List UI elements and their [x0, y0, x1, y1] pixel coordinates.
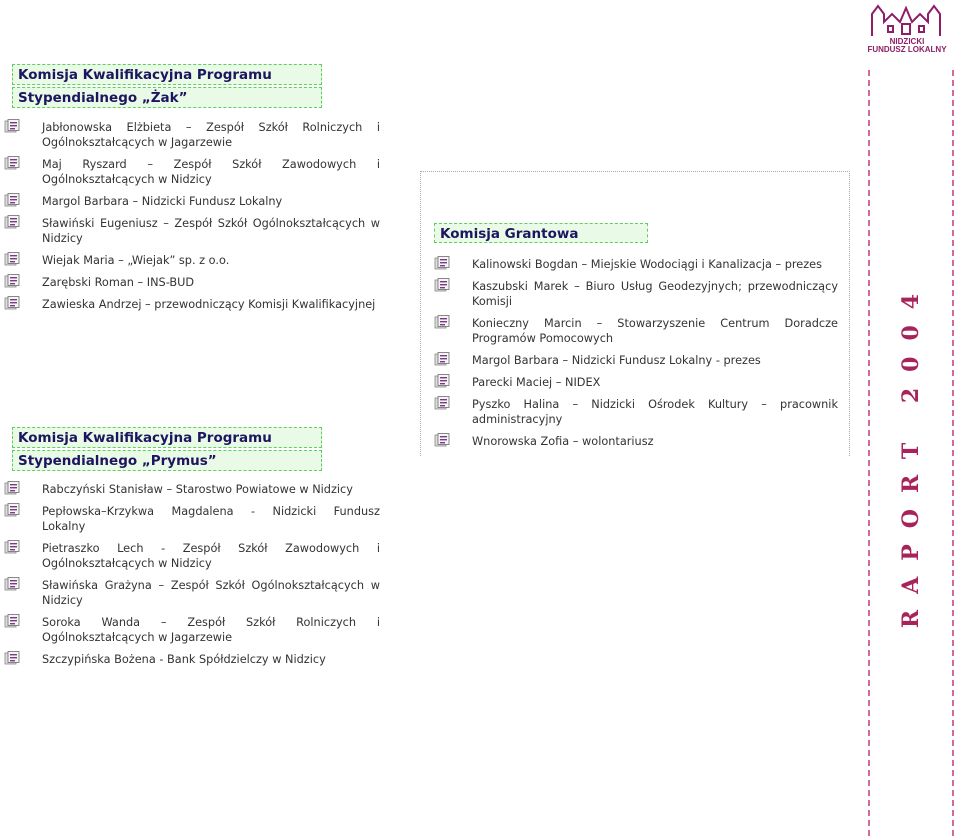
- member-line-2: Komisji: [472, 295, 513, 308]
- list-item: [4, 482, 380, 497]
- list-item: [4, 275, 380, 290]
- grantowa-top-divider: [420, 171, 850, 172]
- grantowa-title: [434, 223, 648, 243]
- document-bullet-icon: [4, 193, 20, 207]
- member-line-2: administracyjny: [472, 413, 563, 426]
- list-item: [4, 578, 380, 608]
- document-bullet-icon: [4, 296, 20, 310]
- list-item: [434, 434, 838, 449]
- document-bullet-icon: [434, 278, 450, 292]
- document-bullet-icon: [4, 274, 20, 288]
- zak-title-line2: [12, 87, 322, 108]
- document-bullet-icon: [4, 577, 20, 591]
- member-line-1: Kalinowski Bogdan – Miejskie Wodociągi i Kanalizacja – prezes: [472, 258, 823, 271]
- grantowa-right-divider: [849, 171, 850, 456]
- member-line-1: Rabczyński Stanisław – Starostwo Powiatowe w Nidzicy: [42, 483, 353, 496]
- list-item: [4, 652, 380, 667]
- document-bullet-icon: [434, 315, 450, 329]
- list-item: [4, 297, 380, 312]
- member-line-2: Programów Pomocowych: [472, 332, 614, 345]
- list-item: [4, 253, 380, 268]
- member-line-2: Ogólnokształcących w Nidzicy: [42, 173, 212, 186]
- document-bullet-icon: [4, 119, 20, 133]
- prymus-title-text-1: Komisja Kwalifikacyjna Programu: [18, 430, 272, 446]
- document-bullet-icon: [4, 215, 20, 229]
- member-line-1: Sławińska Grażyna – Zespół Szkół Ogólnokształcących w: [42, 579, 380, 592]
- document-bullet-icon: [4, 156, 20, 170]
- list-item: [4, 504, 380, 534]
- member-line-1: Pepłowska–Krzykwa Magdalena - Nidzicki Fundusz: [42, 505, 380, 518]
- grantowa-title-text: Komisja Grantowa: [440, 226, 579, 242]
- report-sidebar: [868, 70, 954, 836]
- document-bullet-icon: [4, 252, 20, 266]
- member-line-1: Konieczny Marcin – Stowarzyszenie Centrum Doradcze: [472, 317, 838, 330]
- logo-text: [866, 38, 948, 54]
- prymus-title-line2: [12, 450, 322, 471]
- document-bullet-icon: [4, 481, 20, 495]
- list-item: [434, 279, 838, 309]
- document-bullet-icon: [4, 540, 20, 554]
- member-line-1: Wiejak Maria – „Wiejak” sp. z o.o.: [42, 254, 230, 267]
- logo-line2: FUNDUSZ LOKALNY: [867, 45, 947, 54]
- member-line-2: Nidzicy: [42, 232, 83, 245]
- list-item: [4, 157, 380, 187]
- member-line-1: Soroka Wanda – Zespół Szkół Rolniczych i: [42, 616, 380, 629]
- member-line-2: Ogólnokształcących w Jagarzewie: [42, 136, 233, 149]
- member-line-1: Pietraszko Lech - Zespół Szkół Zawodowych i: [42, 542, 380, 555]
- document-bullet-icon: [4, 651, 20, 665]
- list-item: [434, 397, 838, 427]
- member-line-1: Wnorowska Zofia – wolontariusz: [472, 435, 654, 448]
- member-line-2: Nidzicy: [42, 594, 83, 607]
- member-line-2: Ogólnokształcących w Nidzicy: [42, 557, 212, 570]
- member-line-1: Jabłonowska Elżbieta – Zespół Szkół Rolniczych i: [42, 121, 380, 134]
- list-item: [4, 541, 380, 571]
- member-line-1: Zawieska Andrzej – przewodniczący Komisji Kwalifikacyjnej: [42, 298, 376, 311]
- member-line-2: Lokalny: [42, 520, 86, 533]
- prymus-member-list: [4, 482, 380, 674]
- member-line-1: Maj Ryszard – Zespół Szkół Zawodowych i: [42, 158, 380, 171]
- member-line-1: Zarębski Roman – INS-BUD: [42, 276, 195, 289]
- zak-title-text-1: Komisja Kwalifikacyjna Programu: [18, 67, 272, 83]
- document-bullet-icon: [4, 614, 20, 628]
- zak-title-line1: [12, 64, 322, 85]
- list-item: [434, 375, 838, 390]
- zak-member-list: [4, 120, 380, 319]
- member-line-1: Parecki Maciej – NIDEX: [472, 376, 601, 389]
- document-bullet-icon: [434, 352, 450, 366]
- member-line-1: Szczypińska Bożena - Bank Spółdzielczy w Nidzicy: [42, 653, 326, 666]
- prymus-title-text-2: Stypendialnego „Prymus”: [18, 453, 217, 469]
- member-line-1: Margol Barbara – Nidzicki Fundusz Lokalny: [42, 195, 283, 208]
- document-bullet-icon: [434, 433, 450, 447]
- document-bullet-icon: [434, 256, 450, 270]
- list-item: [434, 316, 838, 346]
- list-item: [4, 194, 380, 209]
- list-item: [4, 120, 380, 150]
- member-line-1: Pyszko Halina – Nidzicki Ośrodek Kultury – pracownik: [472, 398, 838, 411]
- prymus-title-line1: [12, 427, 322, 448]
- member-line-1: Margol Barbara – Nidzicki Fundusz Lokalny - prezes: [472, 354, 761, 367]
- member-line-1: Sławiński Eugeniusz – Zespół Szkół Ogólnokształcących w: [42, 217, 380, 230]
- report-sidebar-label: RAPORT 2004: [898, 277, 924, 629]
- zak-title-text-2: Stypendialnego „Żak”: [18, 90, 188, 106]
- member-line-1: Kaszubski Marek – Biuro Usług Geodezyjnych; przewodniczący: [472, 280, 838, 293]
- logo-line1: NIDZICKI: [889, 37, 925, 46]
- document-bullet-icon: [434, 374, 450, 388]
- document-bullet-icon: [4, 503, 20, 517]
- member-line-2: Ogólnokształcących w Jagarzewie: [42, 631, 233, 644]
- grantowa-left-divider: [420, 171, 421, 456]
- list-item: [434, 257, 838, 272]
- document-bullet-icon: [434, 396, 450, 410]
- list-item: [434, 353, 838, 368]
- grantowa-member-list: [434, 257, 838, 456]
- list-item: [4, 216, 380, 246]
- list-item: [4, 615, 380, 645]
